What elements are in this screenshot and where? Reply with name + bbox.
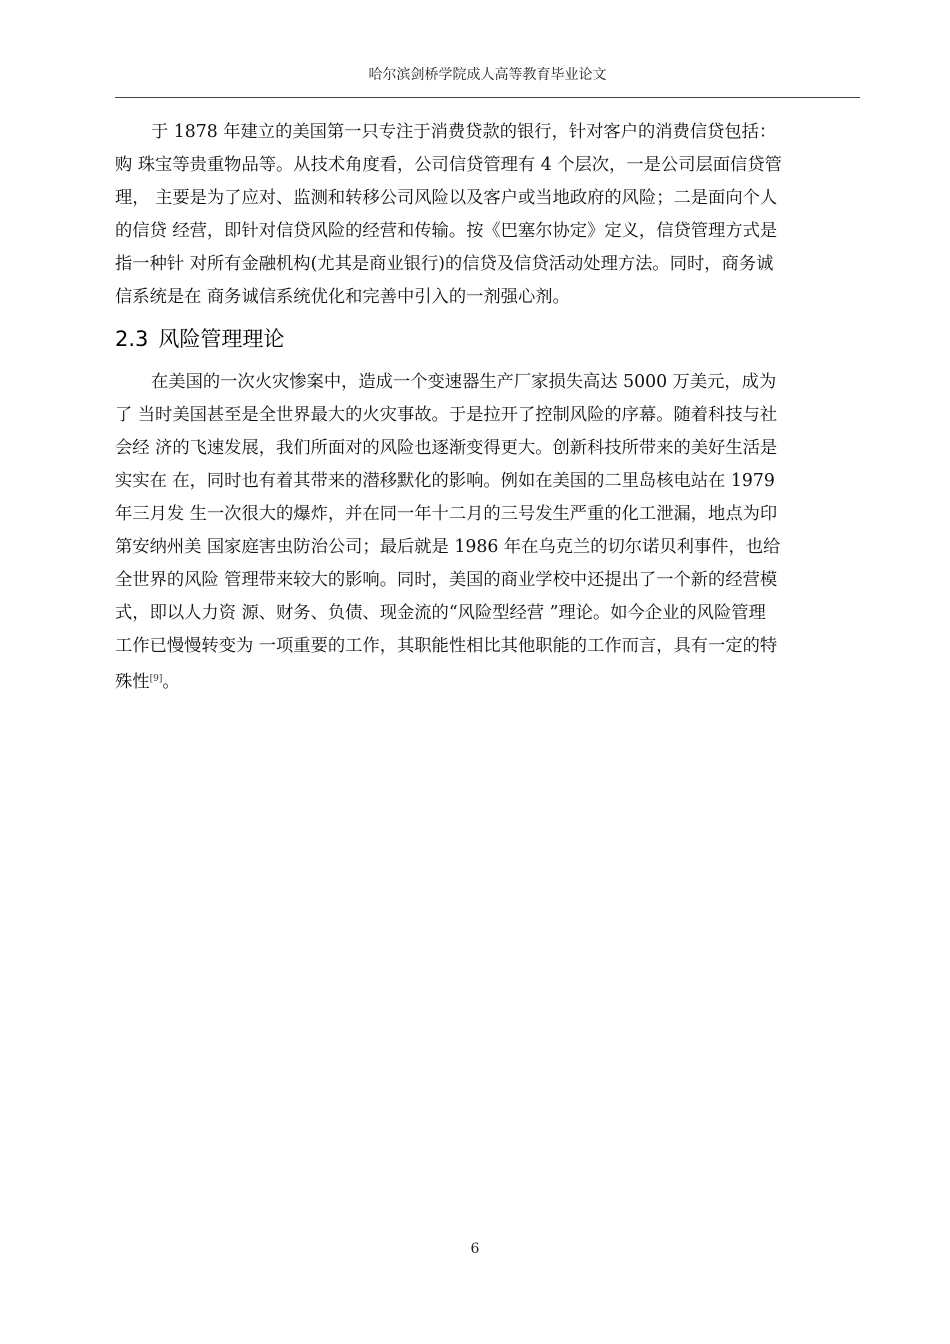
- paragraph-line: 第安纳州美 国家庭害虫防治公司；最后就是 1986 年在乌克兰的切尔诺贝利事件，也给: [115, 537, 781, 557]
- citation-reference[interactable]: [9]: [149, 674, 163, 684]
- paragraph-1: [115, 116, 860, 314]
- paragraph-line: 的信贷 经营，即针对信贷风险的经营和传输。按《巴塞尔协定》定义，信贷管理方式是: [115, 221, 778, 241]
- paragraph-line: 指一种针 对所有金融机构(尤其是商业银行)的信贷及信贷活动处理方法。同时，商务诚: [115, 254, 774, 274]
- section-number: 2.3: [115, 327, 149, 351]
- section-heading: [115, 322, 860, 356]
- page-header-title: 哈尔滨剑桥学院成人高等教育毕业论文: [368, 67, 607, 83]
- paragraph-line: 实实在 在，同时也有着其带来的潜移默化的影响。例如在美国的二里岛核电站在 1979: [115, 471, 775, 491]
- paragraph-line: 购 珠宝等贵重物品等。从技术角度看，公司信贷管理有 4 个层次，一是公司层面信贷管: [115, 155, 782, 175]
- section-title: 风险管理理论: [158, 327, 285, 351]
- paragraph-line: 会经 济的飞速发展，我们所面对的风险也逐渐变得更大。创新科技所带来的美好生活是: [115, 438, 778, 458]
- paragraph-line: 在美国的一次火灾惨案中，造成一个变速器生产厂家损失高达 5000 万美元，成为: [151, 372, 777, 392]
- last-line-text: 殊性: [115, 672, 150, 692]
- paragraph-line: 全世界的风险 管理带来较大的影响。同时，美国的商业学校中还提出了一个新的经营模: [115, 570, 778, 590]
- paragraph-line: 年三月发 生一次很大的爆炸，并在同一年十二月的三号发生严重的化工泄漏，地点为印: [115, 504, 778, 524]
- paragraph-line: 工作已慢慢转变为 一项重要的工作，其职能性相比其他职能的工作而言，具有一定的特: [115, 636, 778, 656]
- page-number: 6: [470, 1241, 480, 1257]
- document-body: [115, 116, 860, 699]
- paragraph-2: [115, 366, 860, 699]
- last-line-punct: 。: [162, 672, 180, 692]
- header-divider: [115, 97, 860, 98]
- paragraph-line: 理， 主要是为了应对、监测和转移公司风险以及客户或当地政府的风险；二是面向个人: [115, 188, 778, 208]
- paragraph-line: 信系统是在 商务诚信系统优化和完善中引入的一剂强心剂。: [115, 287, 570, 307]
- paragraph-line: 于 1878 年建立的美国第一只专注于消费贷款的银行，针对客户的消费信贷包括：: [151, 122, 777, 142]
- paragraph-line: 了 当时美国甚至是全世界最大的火灾事故。于是拉开了控制风险的序幕。随着科技与社: [115, 405, 778, 425]
- paragraph-line: 式，即以人力资 源、财务、负债、现金流的“风险型经营 ”理论。如今企业的风险管理: [115, 603, 766, 623]
- paragraph-last-line: [115, 663, 860, 699]
